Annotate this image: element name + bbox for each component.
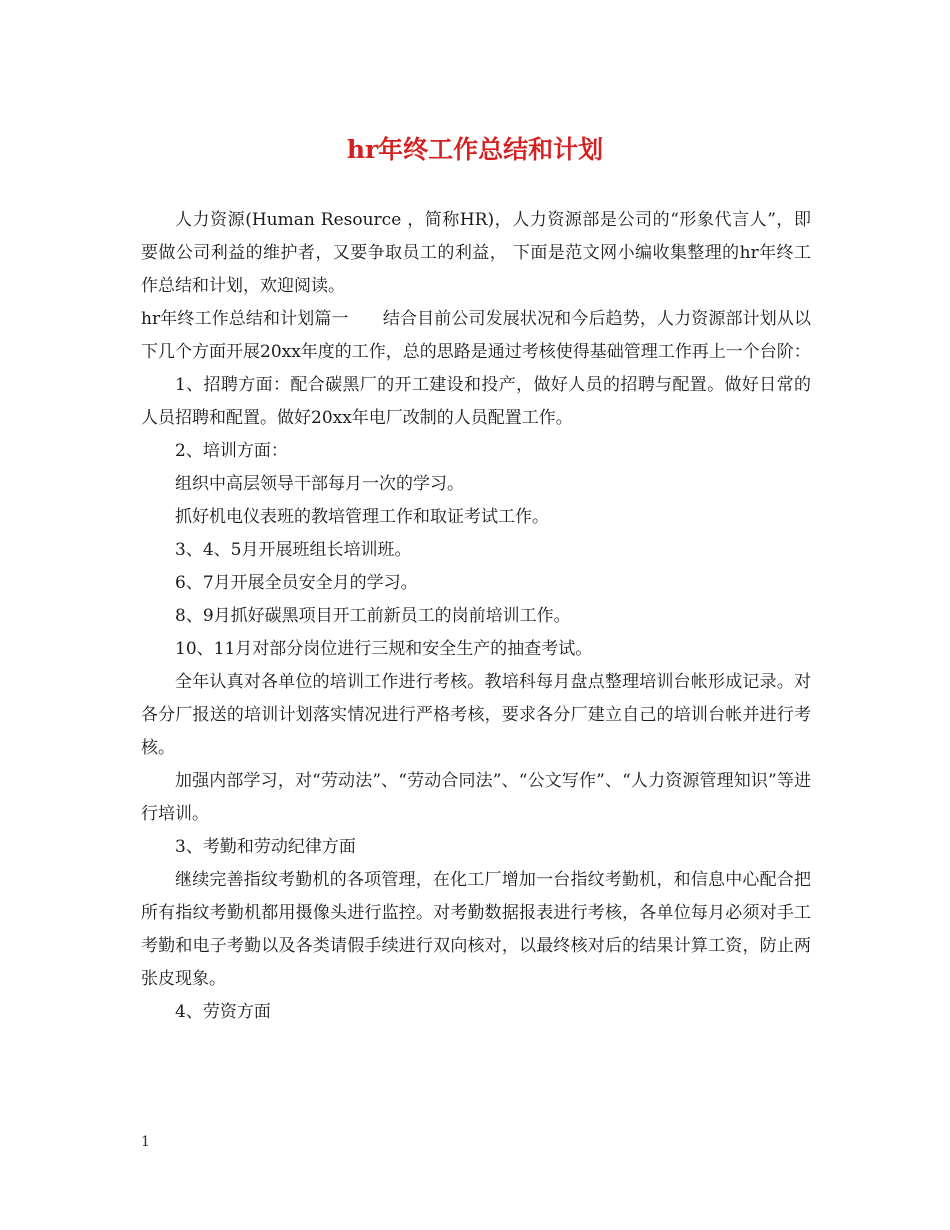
paragraph: 6、7月开展全员安全月的学习。 [175,573,418,593]
paragraph: 人力资源(Human Resource ，简称HR)，人力资源部是公司的“形象代言人”，即要做公司利益的维护者，又要争取员工的利益， 下面是范文网小编收集整理的hr年终工作总结和计划，欢迎阅读。 [141,210,811,296]
page-number: 1 [141,1134,150,1150]
paragraph: 1、招聘方面：配合碳黑厂的开工建设和投产，做好人员的招聘与配置。做好日常的人员招聘和配置。做好20xx年电厂改制的人员配置工作。 [141,375,811,428]
document-body [141,204,811,1029]
paragraph: 10、11月对部分岗位进行三规和安全生产的抽查考试。 [175,639,593,659]
paragraph: 2、培训方面： [175,441,288,461]
paragraph: 组织中高层领导干部每月一次的学习。 [175,474,464,494]
paragraph: 4、劳资方面 [175,1002,271,1022]
paragraph: 3、考勤和劳动纪律方面 [175,837,356,857]
paragraph: 3、4、5月开展班组长培训班。 [175,540,412,560]
paragraph: 加强内部学习，对“劳动法”、“劳动合同法”、“公文写作”、“人力资源管理知识”等进行培训。 [141,771,811,824]
document-title: hr年终工作总结和计划 [346,135,604,164]
paragraph: hr年终工作总结和计划篇一 结合目前公司发展状况和今后趋势，人力资源部计划从以下几个方面开展20xx年度的工作，总的思路是通过考核使得基础管理工作再上一个台阶： [141,309,811,362]
paragraph: 8、9月抓好碳黑项目开工前新员工的岗前培训工作。 [175,606,571,626]
paragraph: 抓好机电仪表班的教培管理工作和取证考试工作。 [175,507,549,527]
paragraph: 继续完善指纹考勤机的各项管理，在化工厂增加一台指纹考勤机，和信息中心配合把所有指纹考勤机都用摄像头进行监控。对考勤数据报表进行考核，各单位每月必须对手工考勤和电子考勤以及各类请假手续进行双向核对，以最终核对后的结果计算工资，防止两张皮现象。 [141,870,811,989]
paragraph: 全年认真对各单位的培训工作进行考核。教培科每月盘点整理培训台帐形成记录。对各分厂报送的培训计划落实情况进行严格考核，要求各分厂建立自己的培训台帐并进行考核。 [141,672,811,758]
